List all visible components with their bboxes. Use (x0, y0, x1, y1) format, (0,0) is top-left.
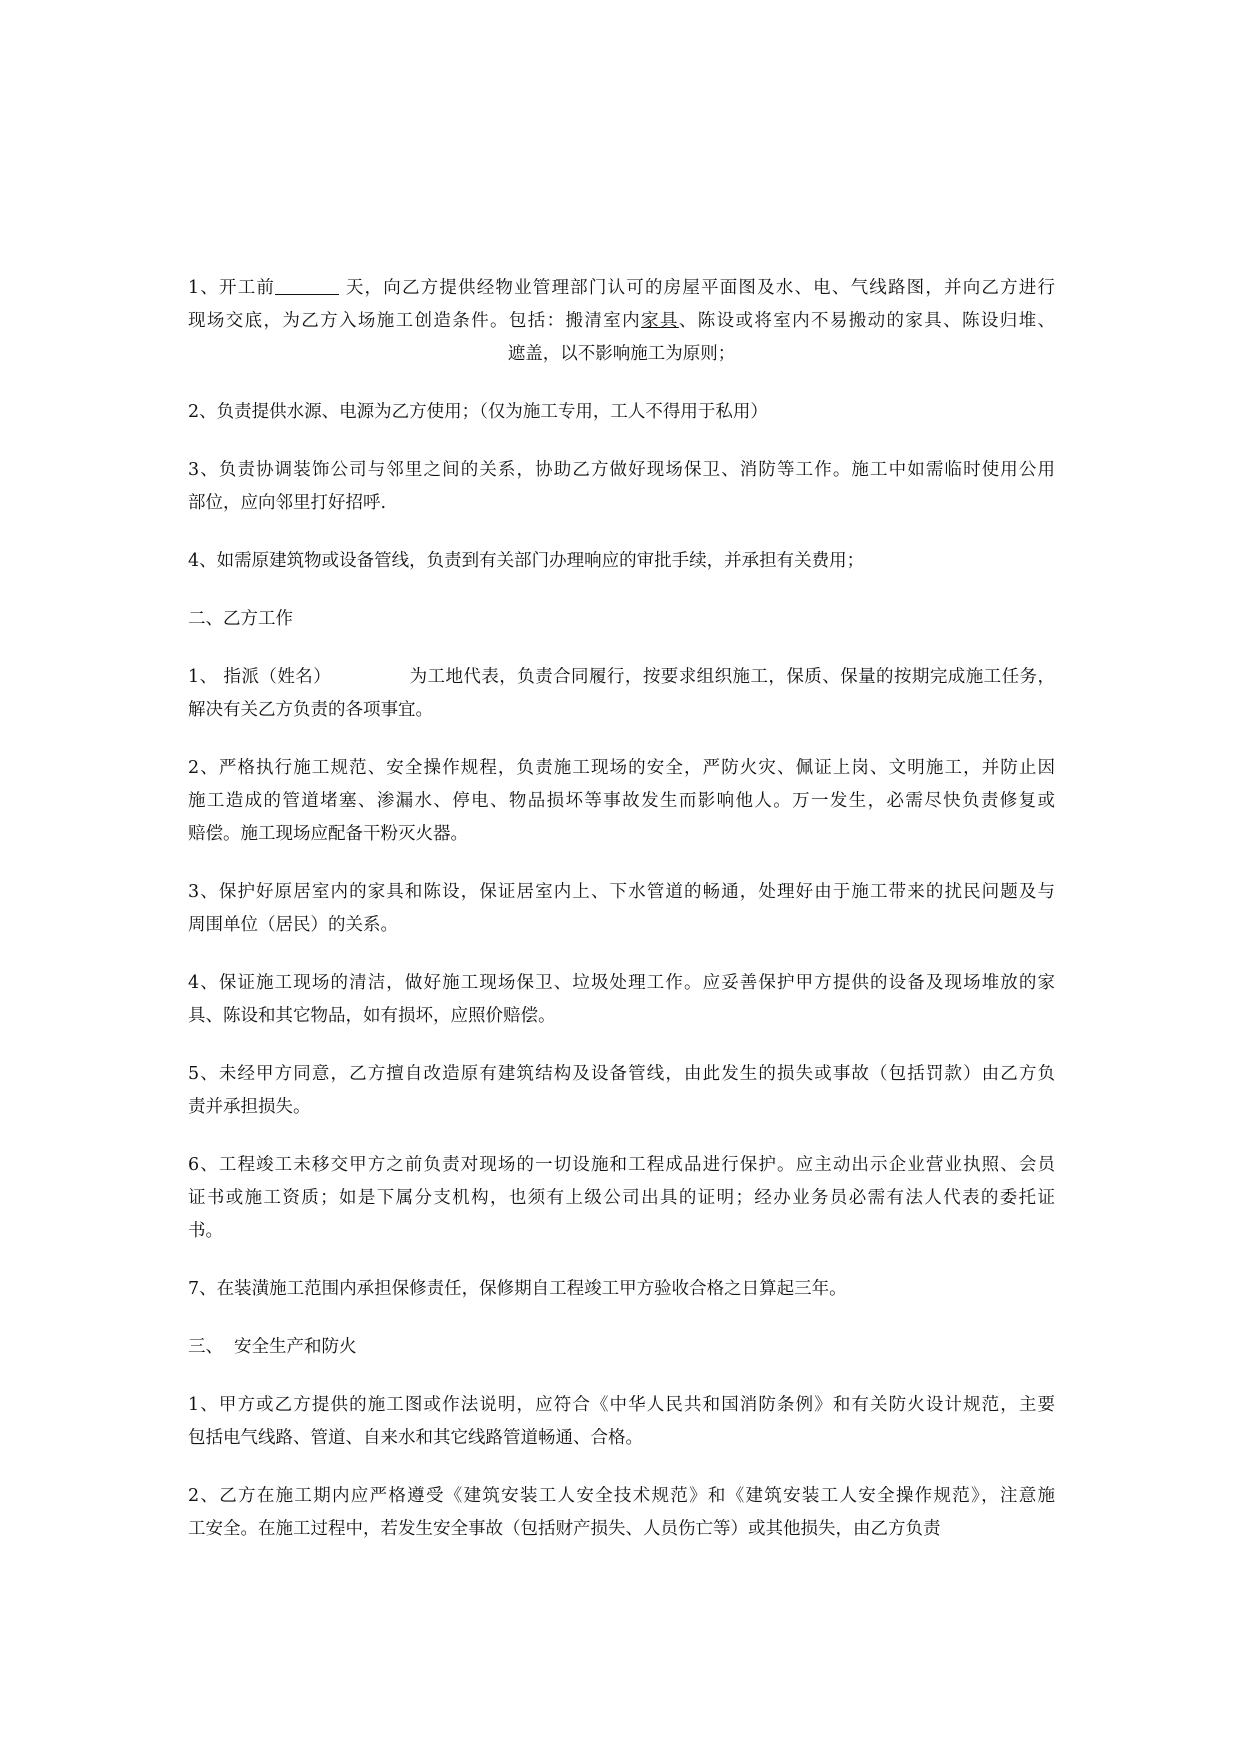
paragraph-line: 赔偿。施工现场应配备干粉灭火器。 (188, 824, 468, 844)
paragraph-line: 书。 (188, 1221, 223, 1241)
paragraph-line: 7、在装潢施工范围内承担保修责任，保修期自工程竣工甲方验收合格之日算起三年。 (188, 1279, 847, 1299)
section-number: 三、 (188, 1337, 223, 1357)
paragraph-line: 3、负责协调装饰公司与邻里之间的关系，协助乙方做好现场保卫、消防等工作。施工中如需临时使用公用 (188, 460, 1055, 480)
section-heading-2: 二、乙方工作 (188, 609, 293, 629)
section-title: 安全生产和防火 (234, 1337, 357, 1357)
paragraph-line: 5、未经甲方同意，乙方擅自改造原有建筑结构及设备管线，由此发生的损失或事故（包括罚款）由乙方负 (188, 1064, 1055, 1084)
party-b-item-4 (188, 967, 1055, 1033)
paragraph-line (188, 272, 1055, 305)
party-b-item-5 (188, 1058, 1055, 1124)
paragraph-line: 解决有关乙方负责的各项事宜。 (188, 700, 433, 720)
paragraph-line: 4、如需原建筑物或设备管线，负责到有关部门办理响应的审批手续，并承担有关费用； (188, 551, 865, 571)
paragraph-line (188, 661, 1055, 694)
paragraph-line: 3、保护好原居室内的家具和陈设，保证居室内上、下水管道的畅通，处理好由于施工带来的扰民问题及与 (188, 882, 1055, 902)
paragraph-line: 证书或施工资质；如是下属分支机构，也须有上级公司出具的证明；经办业务员必需有法人代表的委托证 (188, 1188, 1055, 1208)
paragraph-line: 2、乙方在施工期内应严格遵受《建筑安装工人安全技术规范》和《建筑安装工人安全操作规范》，注意施 (188, 1486, 1055, 1506)
paragraph-line: 施工造成的管道堵塞、渗漏水、停电、物品损坏等事故发生而影响他人。万一发生，必需尽快负责修复或 (188, 791, 1055, 811)
paragraph-line: 6、工程竣工未移交甲方之前负责对现场的一切设施和工程成品进行保护。应主动出示企业营业执照、会员 (188, 1155, 1055, 1175)
days-blank-field (275, 272, 339, 295)
paragraph-line: 责并承担损失。 (188, 1097, 311, 1117)
paragraph-line: 1、甲方或乙方提供的施工图或作法说明，应符合《中华人民共和国消防条例》和有关防火设计规范，主要 (188, 1395, 1055, 1415)
item-prefix: 1、开工前 (188, 278, 276, 298)
paragraph-line-centered: 遮盖，以不影响施工为原则； (507, 344, 736, 364)
item-prefix: 1、 指派（姓名） (188, 667, 332, 687)
paragraph-line: 包括电气线路、管道、自来水和其它线路管道畅通、合格。 (188, 1428, 643, 1448)
party-a-item-4 (188, 545, 1055, 578)
party-b-item-2 (188, 752, 1055, 851)
party-b-item-3 (188, 876, 1055, 942)
party-a-item-3 (188, 454, 1055, 520)
safety-item-1 (188, 1389, 1055, 1455)
paragraph-line: 2、严格执行施工规范、安全操作规程，负责施工现场的安全，严防火灾、佩证上岗、文明施工，并防止因 (188, 758, 1055, 778)
section-heading-3 (188, 1331, 1055, 1364)
safety-item-2 (188, 1480, 1055, 1546)
paragraph-line: 工安全。在施工过程中，若发生安全事故（包括财产损失、人员伤亡等）或其他损失，由乙方负责 (188, 1519, 941, 1539)
paragraph-line: 4、保证施工现场的清洁，做好施工现场保卫、垃圾处理工作。应妥善保护甲方提供的设备及现场堆放的家 (188, 973, 1055, 993)
paragraph-line: 部位，应向邻里打好招呼. (188, 493, 387, 513)
party-a-item-2 (188, 396, 1055, 429)
item-text: 、陈设或将室内不易搬动的家具、陈设归堆、 (678, 311, 1056, 331)
underlined-text: 家具 (641, 311, 679, 331)
party-b-item-7 (188, 1273, 1055, 1306)
party-a-item-1 (188, 272, 1055, 371)
party-b-item-1 (188, 661, 1055, 727)
contract-body (188, 272, 1055, 1571)
item-text: 现场交底，为乙方入场施工创造条件。包括：搬清室内 (188, 311, 642, 331)
paragraph-line (188, 305, 1055, 338)
item-text: 天，向乙方提供经物业管理部门认可的房屋平面图及水、电、气线路图，并向乙方进行 (339, 278, 1056, 298)
party-b-item-6 (188, 1149, 1055, 1248)
paragraph-line: 2、负责提供水源、电源为乙方使用；（仅为施工专用，工人不得用于私用） (188, 402, 768, 422)
item-text: 为工地代表，负责合同履行，按要求组织施工，保质、保量的按期完成施工任务， (409, 667, 1055, 687)
paragraph-line: 周围单位（居民）的关系。 (188, 915, 398, 935)
paragraph-line: 具、陈设和其它物品，如有损坏，应照价赔偿。 (188, 1006, 556, 1026)
